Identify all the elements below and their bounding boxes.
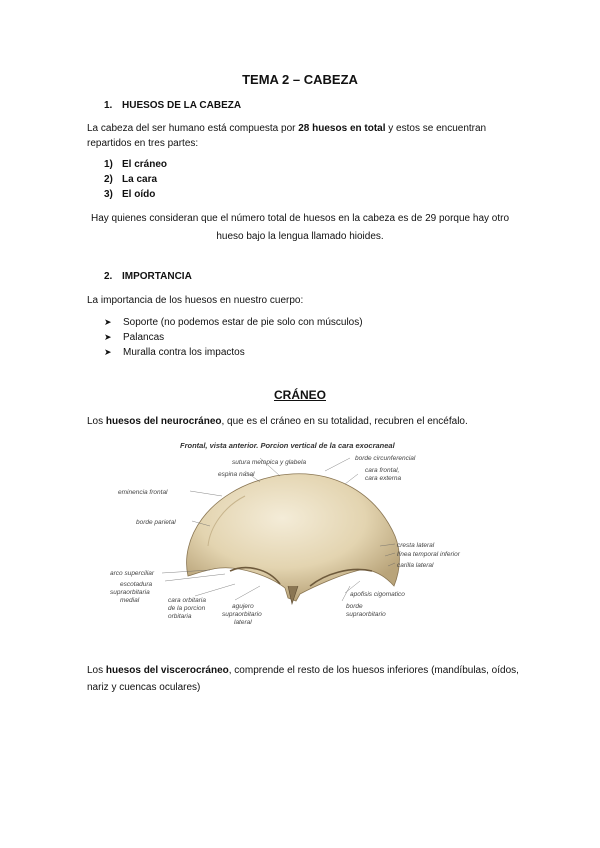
label-escotadura-1: escotadura bbox=[120, 581, 153, 588]
neurocraneo-bold: huesos del neurocráneo bbox=[105, 416, 222, 427]
viscerocraneo-bold: huesos del viscerocráneo bbox=[105, 665, 229, 676]
intro-bold: 28 huesos en total bbox=[298, 123, 386, 134]
viscerocraneo-paragraph: Los huesos del viscerocráneo, comprende el resto de los huesos inferiores (mandíbulas, oídos, nariz y cuencas oculares) bbox=[87, 665, 519, 693]
section2-number: 2. bbox=[104, 271, 113, 282]
section1-heading bbox=[104, 100, 241, 111]
list-item: 2) La cara bbox=[104, 174, 158, 185]
list-item: ➤ Muralla contra los impactos bbox=[104, 347, 245, 358]
label-circunferencial: borde circunferencial bbox=[355, 455, 416, 462]
label-cresta: cresta lateral bbox=[397, 542, 435, 549]
frontal-bone-shape bbox=[187, 474, 400, 601]
label-borde-sup-1: borde bbox=[346, 603, 363, 610]
label-parietal: borde parietal bbox=[136, 519, 176, 526]
label-cara-orb-2: de la porcion bbox=[168, 605, 206, 612]
craneo-paragraph: Los huesos del neurocráneo, que es el cráneo en su totalidad, recubren el encéfalo. bbox=[87, 416, 468, 427]
label-cara-orb-3: orbitaria bbox=[168, 613, 192, 620]
label-escotadura-3: medial bbox=[120, 597, 140, 604]
section1-heading-text: HUESOS DE LA CABEZA bbox=[122, 100, 242, 111]
figure-caption: Frontal, vista anterior. Porcion vertical de la cara exocraneal bbox=[180, 441, 395, 450]
section1-intro bbox=[87, 121, 517, 151]
label-linea: línea temporal inferior bbox=[397, 551, 460, 558]
label-cara-frontal-1: cara frontal, bbox=[365, 467, 400, 474]
label-cara-orb-1: cara orbitaria bbox=[168, 597, 206, 604]
list-item: 1) El cráneo bbox=[104, 159, 168, 170]
arrow-bullet-icon: ➤ bbox=[104, 317, 112, 327]
list-item: 3) El oído bbox=[104, 189, 156, 200]
label-espina: espina nasal bbox=[218, 471, 255, 478]
note-line2: hueso bajo la lengua llamado hioides. bbox=[216, 231, 384, 242]
label-apofisis: apofisis cigomatico bbox=[350, 591, 405, 598]
intro-line2: repartidos en tres partes: bbox=[87, 138, 199, 149]
intro-before: La cabeza del ser humano está compuesta por bbox=[87, 123, 299, 134]
craneo-heading: CRÁNEO bbox=[273, 388, 326, 402]
label-agujero-2: supraorbitario bbox=[222, 611, 262, 618]
note-paragraph bbox=[60, 210, 540, 246]
section2-heading-text: IMPORTANCIA bbox=[122, 271, 192, 282]
label-agujero-1: agujero bbox=[232, 603, 254, 610]
arrow-bullet-icon: ➤ bbox=[104, 332, 112, 342]
list-item: ➤ Soporte (no podemos estar de pie solo con músculos) bbox=[104, 317, 363, 328]
frontal-bone-figure bbox=[110, 436, 500, 632]
label-eminencia: eminencia frontal bbox=[118, 489, 168, 496]
section2-intro: La importancia de los huesos en nuestro cuerpo: bbox=[87, 295, 304, 306]
arrow-bullet-icon: ➤ bbox=[104, 347, 112, 357]
page-title: TEMA 2 – CABEZA bbox=[242, 72, 358, 87]
label-borde-sup-2: supraorbitario bbox=[346, 611, 386, 618]
section2-heading bbox=[104, 271, 192, 282]
note-line1: Hay quienes consideran que el número total de huesos en la cabeza es de 29 porque hay otro bbox=[90, 213, 510, 224]
importance-list bbox=[104, 315, 363, 360]
label-cara-frontal-2: cara externa bbox=[365, 475, 402, 482]
section1-number: 1. bbox=[104, 100, 113, 111]
intro-after: y estos se encuentran bbox=[385, 123, 487, 134]
label-sutura: sutura metopica y glabela bbox=[232, 459, 307, 466]
label-escotadura-2: supraorbitaria bbox=[110, 589, 150, 596]
label-arco: arco superciliar bbox=[110, 570, 155, 577]
parts-list bbox=[104, 157, 167, 202]
label-agujero-3: lateral bbox=[234, 619, 252, 626]
label-carilla: carilla lateral bbox=[397, 562, 434, 569]
list-item: ➤ Palancas bbox=[104, 332, 165, 343]
